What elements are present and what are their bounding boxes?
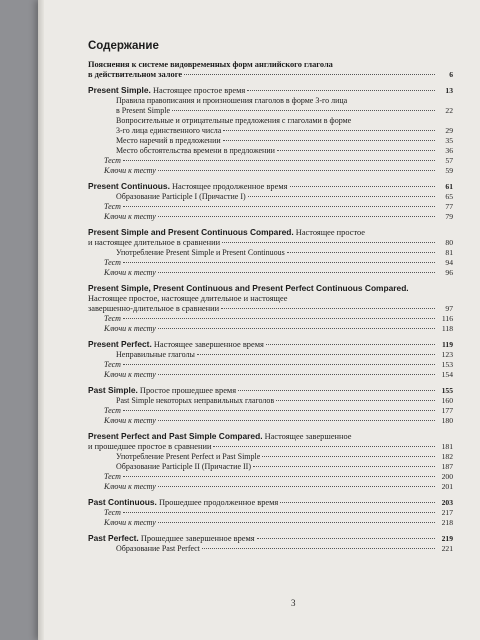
dot-leader (247, 90, 435, 91)
toc-item-page: 94 (445, 258, 453, 267)
toc-section (88, 497, 453, 528)
toc-item-label: Образование Participle II (Причастие II) (116, 462, 251, 471)
toc-item-label: Образование Past Perfect (116, 544, 200, 553)
toc-item-page: 96 (445, 268, 453, 277)
toc-item-label: Ключи к тесту (104, 212, 156, 221)
toc-item-label: Ключи к тесту (104, 416, 156, 425)
section-heading-en: Past Perfect. (88, 533, 139, 543)
dot-leader (248, 196, 435, 197)
toc-item-page: 57 (445, 156, 453, 165)
section-heading-en: Present Simple, Present Continuous and Present Perfect Continuous Compared. (88, 283, 409, 293)
toc-item-page: 217 (441, 508, 453, 517)
dot-leader (238, 390, 435, 391)
dot-leader (213, 446, 435, 447)
dot-leader (123, 206, 435, 207)
dot-leader (290, 186, 436, 187)
toc-item-page: 116 (441, 314, 453, 323)
toc-item-label: Место обстоятельства времени в предложении (116, 146, 275, 155)
dot-leader (223, 140, 435, 141)
toc-item-page: 77 (445, 202, 453, 211)
book-page (38, 0, 480, 640)
toc-item-label: Тест (104, 406, 121, 415)
dot-leader (202, 548, 435, 549)
intro-line2: в действительном залоге (88, 70, 183, 79)
section-heading-ru: Настоящее завершенное (264, 432, 352, 441)
toc-item-label: Правила правописания и произношения глаголов в форме 3-го лица (116, 96, 348, 105)
intro-page: 6 (449, 70, 453, 79)
toc-item-label: Образование Participle I (Причастие I) (116, 192, 246, 201)
dot-leader (158, 522, 435, 523)
dot-leader (158, 272, 435, 273)
toc-item-label: Употребление Present Simple и Present Continuous (116, 248, 285, 257)
toc-section (88, 431, 453, 492)
dot-leader (197, 354, 435, 355)
page-edge (38, 0, 44, 640)
toc-item-page: 118 (441, 324, 453, 333)
toc-item-page: 59 (445, 166, 453, 175)
toc-item-label: Тест (104, 508, 121, 517)
toc-item-page: 22 (445, 106, 453, 115)
toc-item-page: 221 (441, 544, 453, 553)
section-heading-ru: Простое прошедшее время (139, 386, 237, 395)
section-heading-en: Present Perfect and Past Simple Compared. (88, 431, 263, 441)
toc-item-page: 154 (441, 370, 453, 379)
section-heading-ru: Настоящее продолженное время (172, 182, 288, 191)
dot-leader (158, 216, 435, 217)
section-heading-cont: и прошедшее простое в сравнении (88, 442, 212, 451)
dot-leader (158, 328, 435, 329)
table-of-contents (88, 40, 453, 554)
toc-item-page: 153 (441, 360, 453, 369)
toc-item-page: 201 (441, 482, 453, 491)
dot-leader (287, 252, 435, 253)
toc-item-label: Ключи к тесту (104, 166, 156, 175)
toc-section (88, 181, 453, 222)
toc-item-page: 36 (445, 146, 453, 155)
toc-section (88, 85, 453, 176)
dot-leader (158, 374, 435, 375)
toc-item-label: Тест (104, 156, 121, 165)
dot-leader (223, 130, 435, 131)
dot-leader (280, 502, 435, 503)
toc-item-label: Вопросительные и отрицательные предложения с глаголами в форме (116, 116, 352, 125)
toc-item-label: Тест (104, 472, 121, 481)
toc-item-label: Тест (104, 314, 121, 323)
section-heading-cont: Настоящее простое, настоящее длительное и настоящее (88, 294, 288, 303)
toc-item-label: Ключи к тесту (104, 518, 156, 527)
toc-sections (88, 85, 453, 554)
section-heading-en: Present Continuous. (88, 181, 170, 191)
toc-item-page: 187 (441, 462, 453, 471)
toc-item-label: 3-го лица единственного числа (116, 126, 222, 135)
dot-leader (123, 318, 435, 319)
toc-item-label: Место наречий в предложении (116, 136, 221, 145)
toc-item-label: Ключи к тесту (104, 370, 156, 379)
section-page: 13 (445, 86, 453, 95)
toc-section (88, 283, 453, 334)
toc-item-page: 160 (441, 396, 453, 405)
dot-leader (253, 466, 435, 467)
toc-title: Содержание (88, 40, 159, 52)
section-page: 97 (445, 304, 453, 313)
section-page: 61 (445, 182, 453, 191)
toc-item-page: 200 (441, 472, 453, 481)
dot-leader (123, 410, 435, 411)
toc-item-label: в Present Simple (116, 106, 170, 115)
toc-item-page: 79 (445, 212, 453, 221)
toc-section (88, 339, 453, 380)
toc-item-page: 182 (441, 452, 453, 461)
section-heading-cont: и настоящее длительное в сравнении (88, 238, 221, 247)
dot-leader (266, 344, 435, 345)
dot-leader (221, 308, 435, 309)
toc-item-page: 180 (441, 416, 453, 425)
section-page: 155 (441, 386, 453, 395)
toc-item-label: Ключи к тесту (104, 268, 156, 277)
dot-leader (257, 538, 435, 539)
toc-section (88, 533, 453, 554)
dot-leader (222, 242, 435, 243)
dot-leader (123, 476, 435, 477)
toc-item-page: 123 (441, 350, 453, 359)
page-number: 3 (291, 598, 296, 608)
section-page: 80 (445, 238, 453, 247)
dot-leader (172, 110, 435, 111)
toc-item-label: Ключи к тесту (104, 324, 156, 333)
toc-item-page: 29 (445, 126, 453, 135)
section-heading-ru: Настоящее завершенное время (153, 340, 264, 349)
toc-item-label: Употребление Present Perfect и Past Simple (116, 452, 261, 461)
dot-leader (123, 364, 435, 365)
toc-item-page: 218 (441, 518, 453, 527)
section-page: 203 (441, 498, 453, 507)
toc-section (88, 227, 453, 278)
section-page: 219 (441, 534, 453, 543)
toc-item-page: 65 (445, 192, 453, 201)
section-heading-en: Present Simple. (88, 85, 151, 95)
section-heading-en: Present Perfect. (88, 339, 152, 349)
section-heading-ru: Настоящее простое время (152, 86, 246, 95)
toc-item-label: Тест (104, 258, 121, 267)
section-heading-ru: Настоящее простое (295, 228, 366, 237)
toc-item-page: 177 (441, 406, 453, 415)
section-page: 181 (441, 442, 453, 451)
section-heading-cont: завершенно-длительное в сравнении (88, 304, 220, 313)
section-heading-en: Present Simple and Present Continuous Compared. (88, 227, 294, 237)
dot-leader (262, 456, 435, 457)
toc-item-page: 35 (445, 136, 453, 145)
toc-item-label: Неправильные глаголы (116, 350, 195, 359)
intro-line1: Пояснения к системе видовременных форм английского глагола (88, 60, 333, 69)
section-page: 119 (442, 340, 453, 349)
section-heading-en: Past Simple. (88, 385, 138, 395)
toc-intro (88, 60, 453, 80)
dot-leader (277, 150, 435, 151)
dot-leader (123, 160, 435, 161)
dot-leader (184, 74, 435, 75)
section-heading-ru: Прошедшее продолженное время (158, 498, 279, 507)
toc-item-page: 81 (445, 248, 453, 257)
dot-leader (123, 512, 435, 513)
dot-leader (123, 262, 435, 263)
toc-item-label: Тест (104, 202, 121, 211)
section-heading-ru: Прошедшее завершенное время (140, 534, 255, 543)
dot-leader (276, 400, 435, 401)
dot-leader (158, 486, 435, 487)
toc-item-label: Тест (104, 360, 121, 369)
section-heading-en: Past Continuous. (88, 497, 157, 507)
dot-leader (158, 420, 435, 421)
dot-leader (158, 170, 435, 171)
toc-item-label: Past Simple некоторых неправильных глаголов (116, 396, 275, 405)
toc-item-label: Ключи к тесту (104, 482, 156, 491)
toc-section (88, 385, 453, 426)
